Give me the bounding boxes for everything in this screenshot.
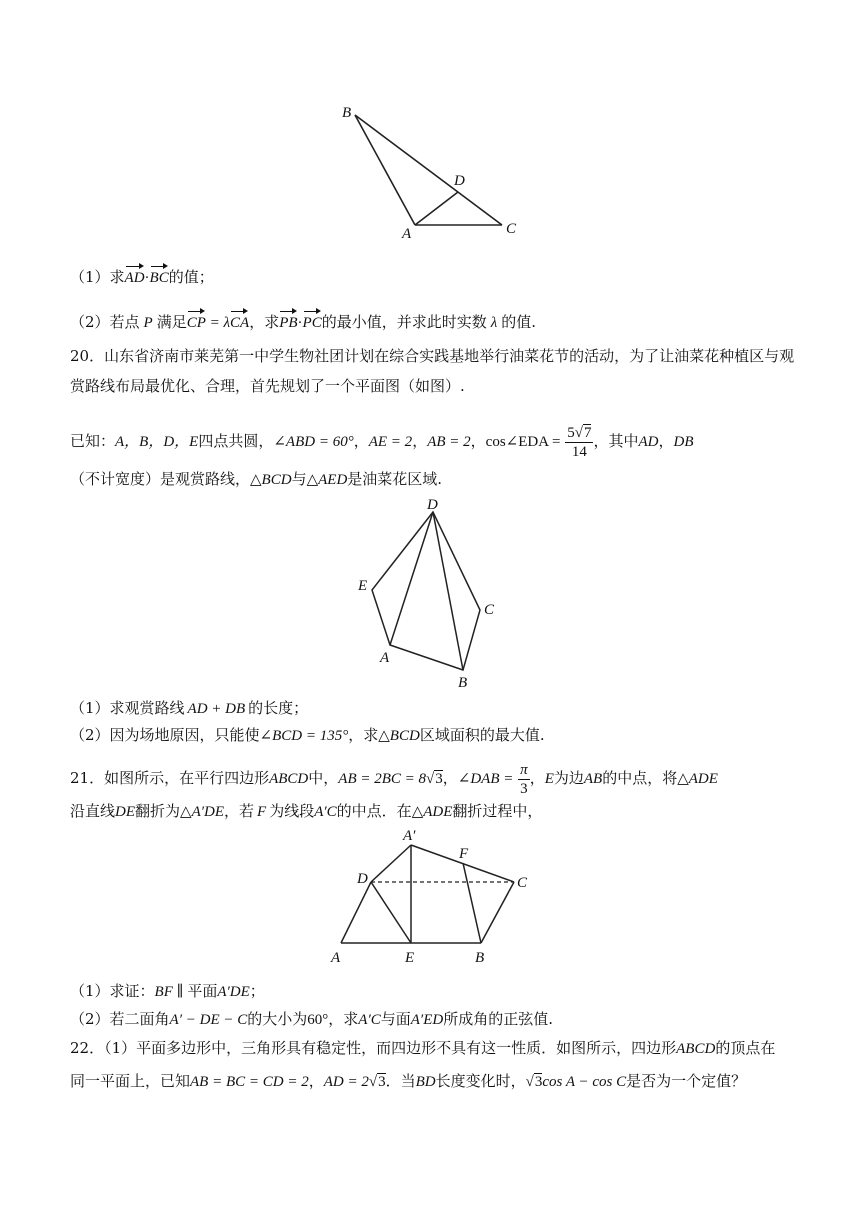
q21-line2: 沿直线DE翻折为△A′DE，若 F 为线段A′C的中点．在△ADE翻折过程中， [70, 802, 543, 820]
vector-bc: BC [150, 265, 169, 289]
q20-part1: （1）求观赏路线 AD + DB 的长度； [70, 699, 309, 717]
q21-line1: 21．如图所示，在平行四边形ABCD中，AB = 2BC = 8√3，∠DAB = $\frac{\pi}{3}$ ，E为边AB的中点，将△ADE [70, 761, 718, 797]
segment-bc [481, 882, 514, 943]
vector-pb: PB [279, 310, 297, 334]
q19-part1: （1）求AD·BC的值； [70, 265, 214, 289]
q20-intro-line1: 20．山东省济南市莱芜第一中学生物社团计划在综合实践基地举行油菜花节的活动，为了让油菜花种植区与观 [70, 347, 795, 365]
q20-given: 已知：A，B，D，E四点共圆，∠ABD = 60°，AE = 2，AB = 2，cos∠EDA = $\frac{5√7}{14}$ ，其中AD，DB [70, 424, 694, 460]
figure-triangle-abc [330, 95, 530, 245]
label-e: E [358, 578, 368, 594]
vector-ca: CA [230, 310, 249, 334]
segment-ad [341, 882, 371, 943]
figure-folded-parallelogram [325, 825, 535, 970]
vector-cp: CP [187, 310, 206, 334]
segment-fb [463, 863, 481, 943]
q22-line2: 同一平面上，已知AB = BC = CD = 2，AD = 2√3．当BD长度变化时，√3cos A − cos C是否为一个定值？ [70, 1072, 747, 1090]
q21-part1: （1）求证：BF ∥ 平面A′DE； [70, 982, 265, 1000]
label-b: B [475, 950, 485, 966]
segment-da [390, 512, 433, 645]
fraction-pi-over-3: $\frac{\pi}{3}$ [520, 761, 528, 797]
label-c: C [506, 221, 517, 237]
segment-da1 [371, 845, 411, 882]
label-b: B [342, 105, 352, 121]
label-e: E [405, 950, 415, 966]
figure-pentagon [350, 495, 510, 690]
segment-ad [415, 192, 458, 225]
label-c: C [517, 875, 528, 891]
vector-ad: AD [125, 265, 145, 289]
q22-line1: 22．（1）平面多边形中，三角形具有稳定性，而四边形不具有这一性质．如图所示，四边形ABCD的顶点在 [70, 1039, 776, 1057]
label-f: F [459, 846, 469, 862]
label-c: C [484, 602, 495, 618]
label-a: A [402, 226, 412, 242]
q20-intro-line2: 赏路线布局最优化、合理，首先规划了一个平面图（如图）. [70, 377, 465, 395]
label-d: D [454, 173, 465, 189]
label-d: D [427, 497, 438, 513]
q21-part2: （2）若二面角A′ − DE − C的大小为60°，求A′C与面A′ED所成角的正弦值. [70, 1010, 553, 1028]
label-a: A [380, 650, 390, 666]
vector-pc: PC [303, 310, 322, 334]
q19-part2: （2）若点 P 满足CP = λCA，求PB·PC的最小值，并求此时实数 λ 的值. [70, 310, 536, 334]
label-d: D [357, 871, 368, 887]
label-a: A [331, 950, 341, 966]
segment-ba [355, 115, 415, 225]
segment-de [371, 882, 411, 943]
segment-db [433, 512, 463, 670]
segment-bc [355, 115, 502, 225]
q20-given-line2: （不计宽度）是观赏路线，△BCD与△AED是油菜花区域. [70, 470, 443, 488]
label-b: B [458, 675, 468, 690]
q20-part2: （2）因为场地原因，只能使∠BCD = 135°，求△BCD区域面积的最大值. [70, 726, 545, 744]
fraction-5root7-over-14: $\frac{5√7}{14}$ [567, 424, 592, 460]
label-a-prime: A′ [403, 828, 416, 844]
